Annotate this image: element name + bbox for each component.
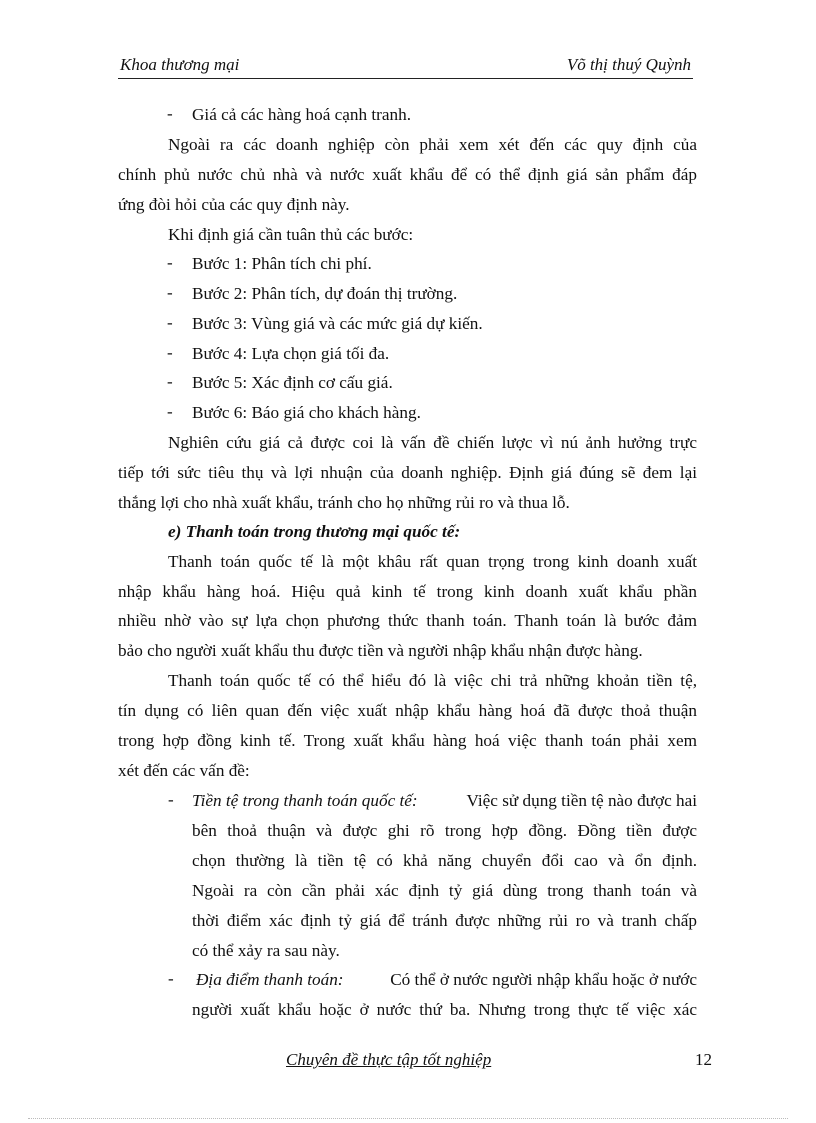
page-header — [118, 52, 693, 79]
header-author: Võ thị thuý Quỳnh — [566, 55, 691, 74]
paragraph-line: Ngoài ra các doanh nghiệp còn phải xem xét đến các quy định của — [168, 135, 697, 154]
paragraph-line: chính phủ nước chủ nhà và nước xuất khẩu để có thể định giá sản phẩm đáp — [118, 165, 697, 184]
list-item: Bước 4: Lựa chọn giá tối đa. — [192, 344, 390, 363]
list-dash: - — [167, 283, 173, 302]
list-dash: - — [167, 313, 173, 332]
paragraph-line: xét đến các vấn đề: — [118, 761, 250, 780]
bullet-line: thời điểm xác định tỷ giá để tránh được những rủi ro và tranh chấp — [192, 911, 697, 930]
page-number: 12 — [695, 1050, 712, 1069]
paragraph-line: tiếp tới sức tiêu thụ và lợi nhuận của doanh nghiệp. Định giá đúng sẽ đem lại — [118, 463, 697, 482]
paragraph-line: bảo cho người xuất khẩu thu được tiền và người nhập khẩu nhận được hàng. — [118, 641, 643, 660]
list-dash: - — [167, 402, 173, 421]
footer-title: Chuyên đề thực tập tốt nghiệp — [286, 1050, 492, 1069]
list-dash: - — [167, 372, 173, 391]
bullet-term: Địa điểm thanh toán: — [196, 970, 344, 989]
paragraph-line: Thanh toán quốc tế có thể hiểu đó là việc chi trả những khoản tiền tệ, — [168, 671, 697, 690]
paragraph-line: Nghiên cứu giá cả được coi là vấn đề chiến lược vì nú ảnh hưởng trực — [168, 433, 697, 452]
paragraph-line: ứng đòi hỏi của các quy định này. — [118, 195, 350, 214]
list-item: Bước 1: Phân tích chi phí. — [192, 254, 372, 273]
paragraph-line: trong hợp đồng kinh tế. Trong xuất khẩu hàng hoá việc thanh toán phải xem — [118, 731, 697, 750]
list-item: Bước 5: Xác định cơ cấu giá. — [192, 373, 393, 392]
paragraph-line: Thanh toán quốc tế là một khâu rất quan trọng trong kinh doanh xuất — [168, 552, 697, 571]
paragraph-line: Khi định giá cần tuân thủ các bước: — [168, 225, 414, 244]
list-dash: - — [168, 969, 174, 988]
section-heading: e) Thanh toán trong thương mại quốc tế: — [168, 522, 461, 541]
bullet-line: bên thoả thuận và được ghi rõ trong hợp đồng. Đồng tiền được — [192, 821, 697, 840]
paragraph-line: nhập khẩu hàng hoá. Hiệu quả kinh tế trong kinh doanh xuất khẩu phần — [118, 582, 697, 601]
paragraph-line: thắng lợi cho nhà xuất khẩu, tránh cho họ những rủi ro và thua lỗ. — [118, 493, 570, 512]
bullet-term: Tiền tệ trong thanh toán quốc tế: — [192, 791, 418, 810]
list-dash: - — [167, 343, 173, 362]
bullet-line: chọn thường là tiền tệ có khả năng chuyển đổi cao và ổn định. — [192, 851, 697, 870]
bullet-text: Việc sử dụng tiền tệ nào được hai — [466, 791, 697, 810]
list-item: Giá cả các hàng hoá cạnh tranh. — [192, 105, 412, 124]
list-item: Bước 3: Vùng giá và các mức giá dự kiến. — [192, 314, 483, 333]
list-dash: - — [167, 104, 173, 123]
header-faculty: Khoa thương mại — [120, 55, 240, 74]
page-edge-divider — [28, 1118, 788, 1119]
list-item: Bước 2: Phân tích, dự đoán thị trường. — [192, 284, 458, 303]
list-dash: - — [168, 790, 174, 809]
bullet-first-line — [192, 790, 697, 812]
bullet-first-line — [196, 969, 697, 991]
paragraph-line: nhiều nhờ vào sự lựa chọn phương thức thanh toán. Thanh toán là bước đảm — [118, 611, 697, 630]
list-dash: - — [167, 253, 173, 272]
list-item: Bước 6: Báo giá cho khách hàng. — [192, 403, 421, 422]
page-footer — [0, 1050, 816, 1076]
bullet-text: Có thể ở nước người nhập khẩu hoặc ở nước — [390, 970, 697, 989]
paragraph-line: tín dụng có liên quan đến việc xuất nhập khẩu hàng hoá đã được thoả thuận — [118, 701, 697, 720]
bullet-line: Ngoài ra còn cần phải xác định tỷ giá dùng trong thanh toán và — [192, 881, 697, 900]
bullet-line: người xuất khẩu hoặc ở nước thứ ba. Nhưng trong thực tế việc xác — [192, 1000, 697, 1019]
bullet-line: có thể xảy ra sau này. — [192, 941, 340, 960]
